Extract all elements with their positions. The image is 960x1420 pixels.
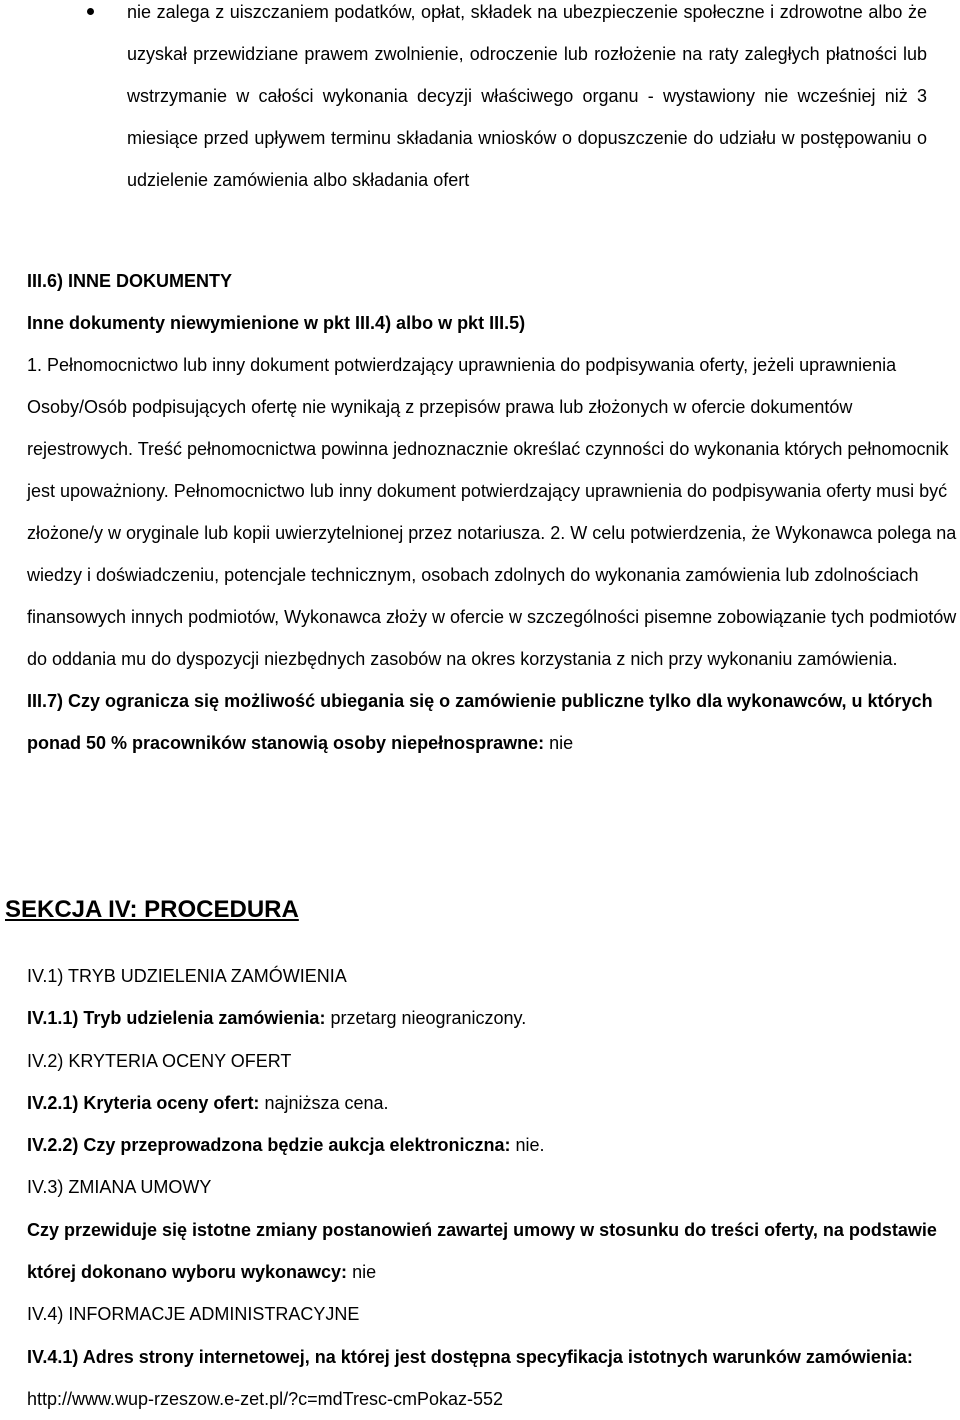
sekcja-iv-title: SEKCJA IV: PROCEDURA — [5, 896, 299, 923]
procedure-section — [27, 955, 960, 1420]
iv22-value: nie. — [510, 1135, 545, 1156]
iv22-label: IV.2.2) Czy przeprowadzona będzie aukcja elektroniczna: — [27, 1135, 511, 1156]
section-III6-subheading: Inne dokumenty niewymienione w pkt III.4) albo w pkt III.5) — [27, 313, 526, 333]
iv41-row — [27, 1336, 960, 1420]
iv3-answer: nie — [347, 1262, 377, 1283]
iv11-row — [27, 997, 960, 1039]
iv41-label: IV.4.1) Adres strony internetowej, na której jest dostępna specyfikacja istotnych warunków zamówienia: — [27, 1346, 913, 1367]
iv21-value: najniższa cena. — [259, 1092, 389, 1113]
section-III6 — [27, 260, 960, 764]
iv4-heading: IV.4) INFORMACJE ADMINISTRACYJNE — [27, 1304, 360, 1325]
iv22-row — [27, 1124, 960, 1166]
iv2-heading: IV.2) KRYTERIA OCENY OFERT — [27, 1050, 292, 1071]
section-III7 — [27, 680, 960, 764]
section-III6-heading: III.6) INNE DOKUMENTY — [27, 271, 233, 291]
iv3-heading: IV.3) ZMIANA UMOWY — [27, 1177, 212, 1198]
iv11-label: IV.1.1) Tryb udzielenia zamówienia: — [27, 1008, 326, 1029]
iv41-value: http://www.wup-rzeszow.e-zet.pl/?c=mdTresc-cmPokaz-552 — [27, 1388, 503, 1409]
iv3-row — [27, 1209, 960, 1294]
iv11-value: przetarg nieograniczony. — [325, 1008, 527, 1029]
iv21-row — [27, 1082, 960, 1124]
bullet-item-text: nie zalega z uiszczaniem podatków, opłat, składek na ubezpieczenie społeczne i zdrowotne albo że uzyskał przewidziane prawem zwolnienie, odroczenie lub rozłożenie na raty zaległych płatności lub wstrzymanie w całości wykonania decyzji właściwego organu - wystawiony nie wcześniej niż 3 miesiące przed upływem terminu składania wniosków o dopuszczenie do udziału w postępowaniu o udzielenie zamówienia albo składania ofert — [127, 2, 927, 190]
iv1-heading: IV.1) TRYB UDZIELENIA ZAMÓWIENIA — [27, 966, 347, 986]
section-III7-answer: nie — [544, 733, 574, 753]
bullet-icon — [87, 8, 94, 15]
section-III6-body: 1. Pełnomocnictwo lub inny dokument potwierdzający uprawnienia do podpisywania oferty, jeżeli uprawnienia Osoby/Osób podpisujących ofertę nie wynikają z przepisów prawa lub złożonych w ofercie dokumentów rejestrowych. Treść pełnomocnictwa powinna jednoznacznie określać czynności do wykonania których pełnomocnik jest upoważniony. Pełnomocnictwo lub inny dokument potwierdzający uprawnienia do podpisywania oferty musi być złożone/y w oryginale lub kopii uwierzytelnionej przez notariusza. 2. W celu potwierdzenia, że Wykonawca polega na wiedzy i doświadczeniu, potencjale technicznym, osobach zdolnych do wykonania zamówienia lub zdolnościach finansowych innych podmiotów, Wykonawca złoży w ofercie w szczególności pisemne zobowiązanie tych podmiotów do oddania mu do dyspozycji niezbędnych zasobów na okres korzystania z nich przy wykonaniu zamówienia. — [27, 355, 957, 669]
section-III7-question: III.7) Czy ogranicza się możliwość ubiegania się o zamówienie publiczne tylko dla wykonawców, u których ponad 50 % pracowników stanowią osoby niepełnosprawne: — [27, 691, 933, 753]
iv21-label: IV.2.1) Kryteria oceny ofert: — [27, 1092, 260, 1113]
iv3-question: Czy przewiduje się istotne zmiany postanowień zawartej umowy w stosunku do treści oferty, na podstawie której dokonano wyboru wykonawcy: — [27, 1219, 937, 1283]
